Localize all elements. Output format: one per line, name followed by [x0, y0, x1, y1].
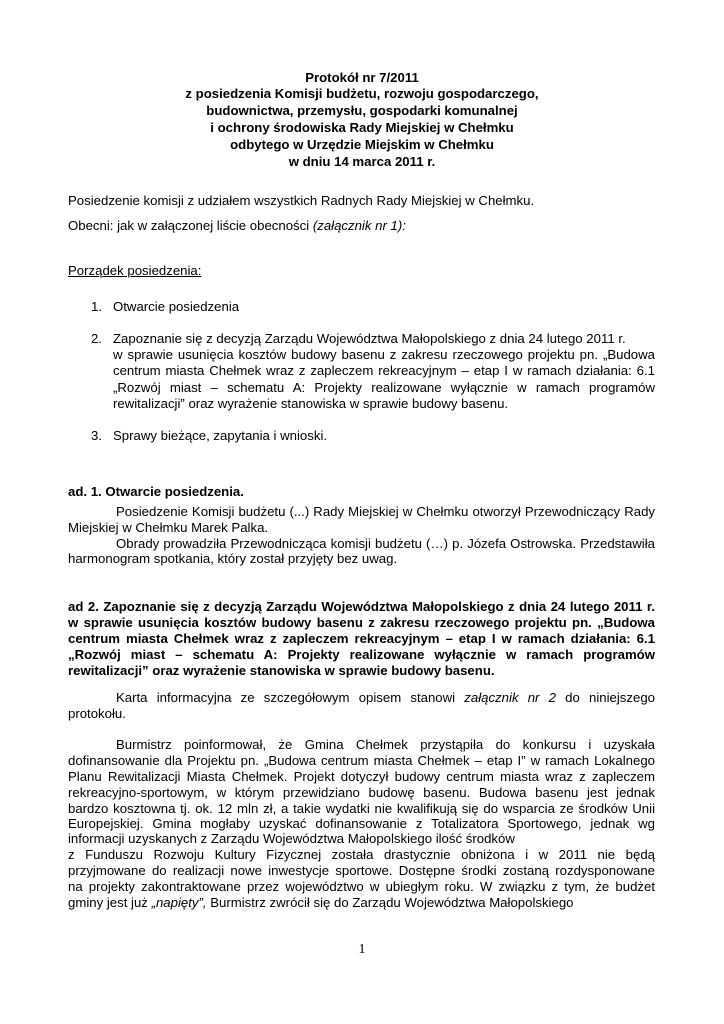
page-number: 1 — [358, 942, 366, 957]
burmistrz-line-6: Europejskiej. Gmina mogłaby uzyskać dofinansowanie z Totalizatora Sportowego, jednak wg — [68, 816, 655, 831]
ad1-heading: ad. 1. Otwarcie posiedzenia. — [68, 484, 244, 499]
burmistrz-line-4: rekreacyjno-sportowym, w którym przewidziano budowę basenu. Budowa basenu jest jednak — [68, 785, 655, 800]
karta-text-end: do niniejszego — [555, 690, 655, 705]
burmistrz-line-9: przyjmowane do realizacji nowe inwestycje sportowe. Dostępne środki zostaną rozdysponowane — [68, 863, 655, 878]
intro-line: Posiedzenie komisji z udziałem wszystkich Radnych Rady Miejskiej w Chełmku. — [68, 193, 535, 208]
burmistrz-line-7: informacji uzyskanych z Zarządu Województwa Małopolskiego ilość środków — [68, 831, 515, 846]
burmistrz-line-3: Planu Rewitalizacji Miasta Chełmek. Projekt dotyczył budowy centrum miasta wraz z zapleczem — [68, 769, 655, 784]
karta-text: Karta informacyjna ze szczegółowym opisem stanowi — [116, 690, 465, 705]
ad1-paragraph-1-line-1: Posiedzenie Komisji budżetu (...) Rady Miejskiej w Chełmku otworzył Przewodniczący Rady — [116, 504, 655, 519]
agenda-item-2-line-3: centrum miasta Chełmek wraz z zapleczem rekreacyjnym – etap I w ramach działania: 6.1 — [113, 363, 655, 378]
ad2-heading-line-3: centrum miasta Chełmek wraz z zapleczem rekreacyjnym – etap I w ramach działania: 6.1 — [68, 631, 655, 646]
agenda-item-3: Sprawy bieżące, zapytania i wnioski. — [113, 428, 328, 443]
ad2-heading-line-2: w sprawie usunięcia kosztów budowy basenu z zakresu rzeczowego projektu pn. „Budowa — [68, 615, 655, 630]
burmistrz-line-11-end: Burmistrz zwrócił się do Zarządu Województwa Małopolskiego — [206, 895, 574, 910]
karta-line-1 — [116, 690, 655, 706]
obecni-line — [68, 218, 406, 234]
ad2-heading-line-1: ad 2. Zapoznanie się z decyzją Zarządu Województwa Małopolskiego z dnia 24 lutego 2011 r. — [68, 599, 655, 614]
ad1-paragraph-2-line-2: harmonogram spotkania, który został przyjęty bez uwag. — [68, 551, 398, 566]
title-line-5: odbytego w Urzędzie Miejskim w Chełmku — [230, 137, 494, 152]
title-line-3: budownictwa, przemysłu, gospodarki komunalnej — [206, 103, 518, 118]
ad1-paragraph-1-line-2: Miejskiej w Chełmku Marek Palka. — [68, 520, 269, 535]
karta-line-2: protokołu. — [68, 706, 126, 721]
burmistrz-line-11-start: gminy jest już — [68, 895, 152, 910]
agenda-item-2-line-2: w sprawie usunięcia kosztów budowy basenu z zakresu rzeczowego projektu pn. „Budowa — [113, 347, 655, 362]
agenda-item-2-number: 2. — [91, 331, 102, 346]
burmistrz-line-8: z Funduszu Rozwoju Kultury Fizycznej została drastycznie obniżona i w 2011 nie będą — [68, 847, 655, 862]
title-line-6: w dniu 14 marca 2011 r. — [288, 154, 436, 169]
obecni-attachment: (załącznik nr 1): — [312, 218, 406, 233]
burmistrz-line-1: Burmistrz poinformował, że Gmina Chełmek przystąpiła do konkursu i uzyskała — [116, 737, 655, 752]
agenda-item-2-line-5: rewitalizacji” oraz wyrażenie stanowiska w sprawie budowy basenu. — [113, 396, 509, 411]
burmistrz-line-2: dofinansowanie dla Projektu pn. „Budowa centrum miasta Chełmek – etap I” w ramach Lokalnego — [68, 753, 655, 768]
agenda-item-1: Otwarcie posiedzenia — [113, 299, 240, 314]
ad2-heading-line-4: „Rozwój miast – schematu A: Projekty realizowane wyłącznie w ramach programów — [68, 647, 655, 662]
obecni-text: Obecni: jak w załączonej liście obecności — [68, 218, 313, 233]
burmistrz-line-5: bardzo kosztowna tj. ok. 12 mln zł, a takie wydatki nie kwalifikują się do wsparcia ze środków Unii — [68, 801, 655, 816]
title-line-1: Protokół nr 7/2011 — [305, 70, 419, 85]
agenda-item-2-line-4: „Rozwój miast – schematu A: Projekty realizowane wyłącznie w ramach programów — [113, 380, 655, 395]
title-line-4: i ochrony środowiska Rady Miejskiej w Chełmku — [210, 120, 514, 135]
burmistrz-line-11 — [68, 895, 574, 911]
agenda-item-3-number: 3. — [91, 428, 102, 443]
agenda-item-1-number: 1. — [91, 299, 102, 314]
ad1-paragraph-2-line-1: Obrady prowadziła Przewodnicząca komisji budżetu (…) p. Józefa Ostrowska. Przedstawiła — [116, 536, 655, 551]
burmistrz-line-11-italic: „napięty”, — [151, 895, 207, 910]
title-line-2: z posiedzenia Komisji budżetu, rozwoju gospodarczego, — [185, 86, 539, 101]
agenda-item-2-line-1: Zapoznanie się z decyzją Zarządu Województwa Małopolskiego z dnia 24 lutego 2011 r. — [113, 331, 626, 346]
agenda-heading: Porządek posiedzenia: — [68, 263, 202, 278]
ad2-heading-line-5: rewitalizacji” oraz wyrażenie stanowiska w sprawie budowy basenu. — [68, 663, 495, 678]
burmistrz-line-10: na projekty zakontraktowane przez województwo w ubiegłym roku. W związku z tym, że budżet — [68, 879, 655, 894]
karta-attachment: załącznik nr 2 — [464, 690, 556, 705]
